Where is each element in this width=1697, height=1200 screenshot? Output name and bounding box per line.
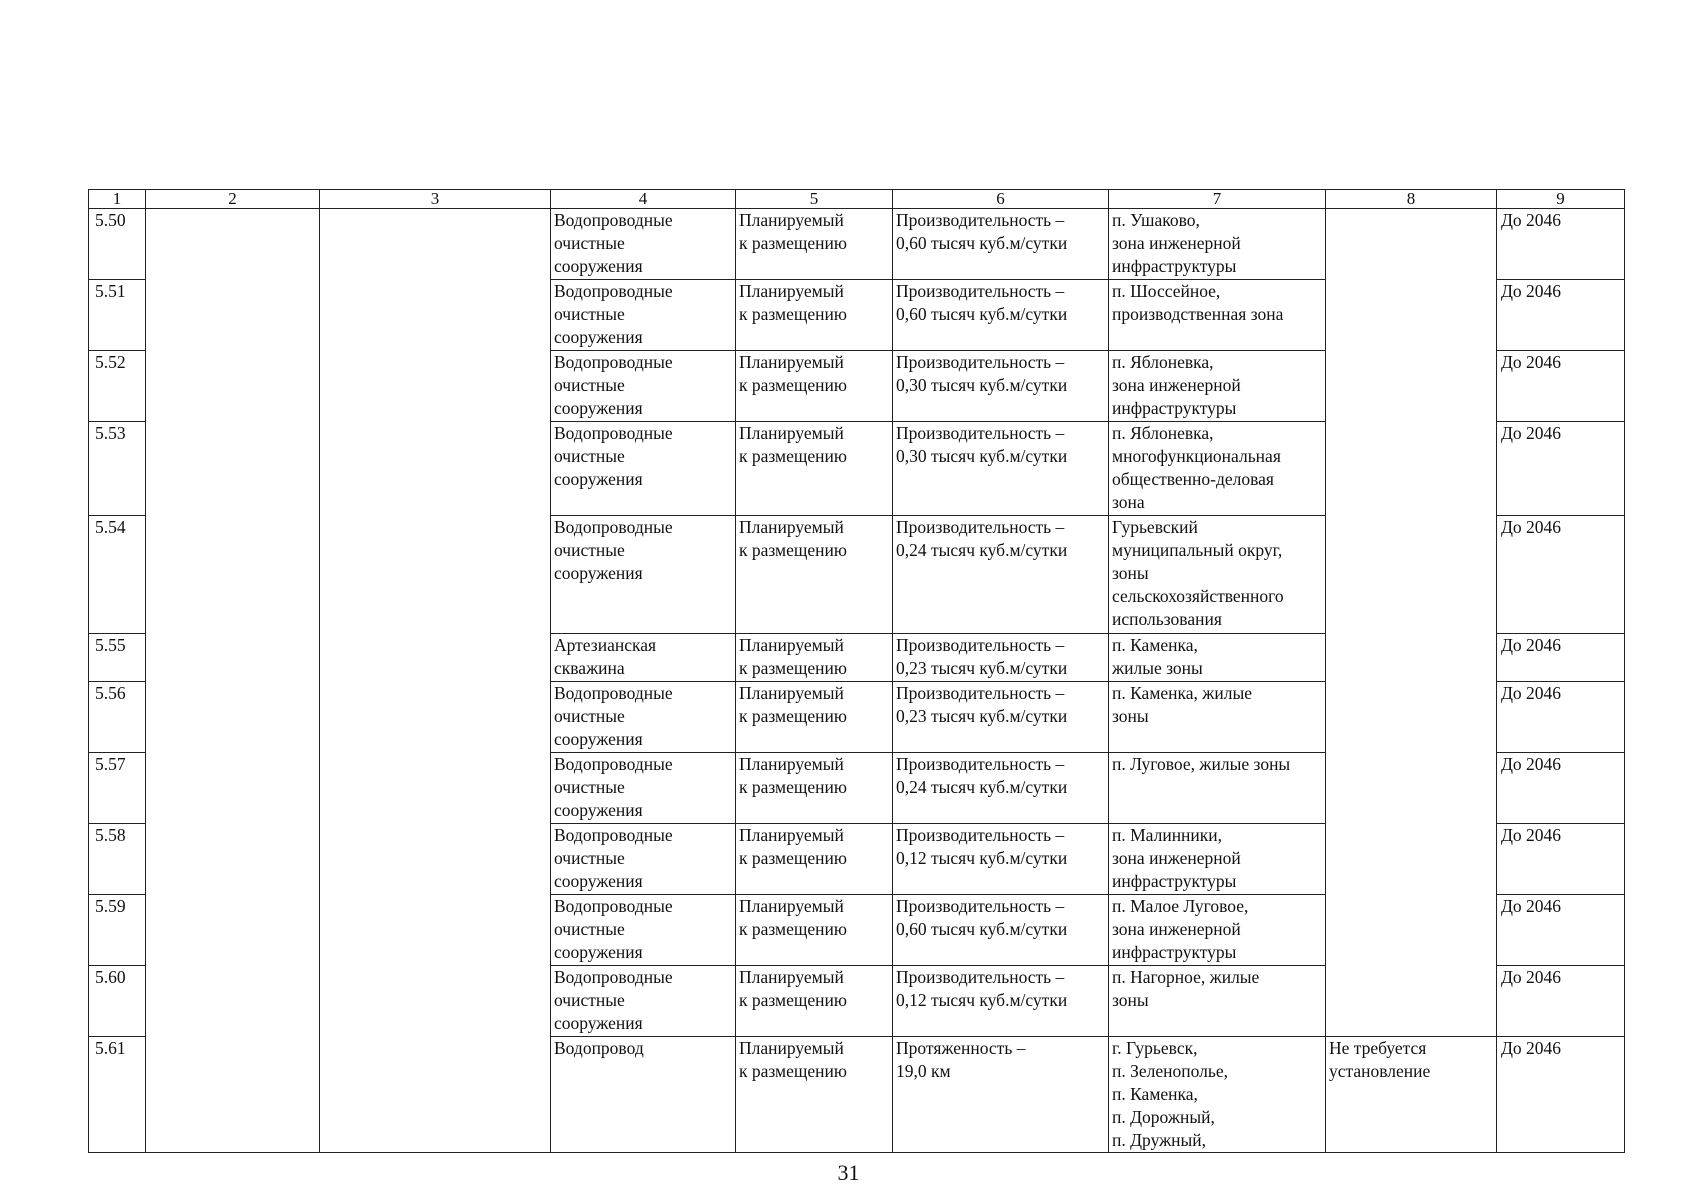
deadline: До 2046 [1497, 966, 1625, 1037]
object-characteristic: Производительность – 0,60 тысяч куб.м/сутки [893, 895, 1109, 966]
page-number: 31 [837, 1160, 860, 1185]
object-location: п. Луговое, жилые зоны [1109, 753, 1326, 824]
object-characteristic: Производительность – 0,23 тысяч куб.м/сутки [893, 634, 1109, 682]
object-status: Планируемый к размещению [736, 516, 893, 634]
table-row [89, 209, 1625, 280]
object-location: п. Каменка, жилые зоны [1109, 634, 1326, 682]
col3-cell [320, 209, 551, 1153]
row-number: 5.51 [89, 280, 146, 351]
object-characteristic: Производительность – 0,23 тысяч куб.м/сутки [893, 682, 1109, 753]
object-name: Водопроводные очистные сооружения [551, 351, 736, 422]
object-characteristic: Производительность – 0,60 тысяч куб.м/сутки [893, 280, 1109, 351]
object-location: Гурьевский муниципальный округ, зоны сельскохозяйственного использования [1109, 516, 1326, 634]
object-characteristic: Производительность – 0,30 тысяч куб.м/сутки [893, 422, 1109, 516]
object-name: Водопроводные очистные сооружения [551, 280, 736, 351]
object-location: п. Каменка, жилые зоны [1109, 682, 1326, 753]
row-number: 5.52 [89, 351, 146, 422]
object-characteristic: Производительность – 0,24 тысяч куб.м/сутки [893, 753, 1109, 824]
col-header-5: 5 [736, 190, 893, 209]
object-location: п. Малинники, зона инженерной инфраструктуры [1109, 824, 1326, 895]
col-header-6: 6 [893, 190, 1109, 209]
row-number: 5.59 [89, 895, 146, 966]
object-location: п. Ушаково, зона инженерной инфраструктуры [1109, 209, 1326, 280]
object-location: п. Яблоневка, многофункциональная общественно-деловая зона [1109, 422, 1326, 516]
object-name: Водопроводные очистные сооружения [551, 516, 736, 634]
object-status: Планируемый к размещению [736, 966, 893, 1037]
object-characteristic: Производительность – 0,24 тысяч куб.м/сутки [893, 516, 1109, 634]
object-name: Водопроводные очистные сооружения [551, 895, 736, 966]
object-name: Водопроводные очистные сооружения [551, 966, 736, 1037]
deadline: До 2046 [1497, 422, 1625, 516]
deadline: До 2046 [1497, 516, 1625, 634]
deadline: До 2046 [1497, 682, 1625, 753]
deadline: До 2046 [1497, 753, 1625, 824]
row-number: 5.57 [89, 753, 146, 824]
row-number: 5.58 [89, 824, 146, 895]
col-header-2: 2 [146, 190, 320, 209]
object-name: Артезианская скважина [551, 634, 736, 682]
col2-cell [146, 209, 320, 1153]
object-name: Водопроводные очистные сооружения [551, 753, 736, 824]
object-characteristic: Производительность – 0,12 тысяч куб.м/сутки [893, 966, 1109, 1037]
object-status: Планируемый к размещению [736, 422, 893, 516]
row-number: 5.54 [89, 516, 146, 634]
row-number: 5.60 [89, 966, 146, 1037]
header-row [89, 190, 1625, 209]
deadline: До 2046 [1497, 351, 1625, 422]
object-name: Водопроводные очистные сооружения [551, 824, 736, 895]
deadline: До 2046 [1497, 280, 1625, 351]
row-number: 5.61 [89, 1037, 146, 1153]
object-status: Планируемый к размещению [736, 209, 893, 280]
table-body [89, 209, 1625, 1153]
object-status: Планируемый к размещению [736, 280, 893, 351]
row-number: 5.56 [89, 682, 146, 753]
object-characteristic: Производительность – 0,30 тысяч куб.м/сутки [893, 351, 1109, 422]
object-name: Водопроводные очистные сооружения [551, 682, 736, 753]
object-location: п. Малое Луговое, зона инженерной инфраструктуры [1109, 895, 1326, 966]
object-characteristic: Производительность – 0,60 тысяч куб.м/сутки [893, 209, 1109, 280]
object-name: Водопровод [551, 1037, 736, 1153]
object-status: Планируемый к размещению [736, 895, 893, 966]
row-number: 5.53 [89, 422, 146, 516]
deadline: До 2046 [1497, 1037, 1625, 1153]
col-header-8: 8 [1326, 190, 1497, 209]
object-name: Водопроводные очистные сооружения [551, 422, 736, 516]
object-characteristic: Протяженность – 19,0 км [893, 1037, 1109, 1153]
deadline: До 2046 [1497, 634, 1625, 682]
col-header-7: 7 [1109, 190, 1326, 209]
document-table [88, 189, 1625, 1153]
object-characteristic: Производительность – 0,12 тысяч куб.м/сутки [893, 824, 1109, 895]
col-header-9: 9 [1497, 190, 1625, 209]
col8-cell [1326, 209, 1497, 1037]
zone-requirement: Не требуется установление [1326, 1037, 1497, 1153]
deadline: До 2046 [1497, 824, 1625, 895]
object-status: Планируемый к размещению [736, 753, 893, 824]
row-number: 5.55 [89, 634, 146, 682]
col-header-3: 3 [320, 190, 551, 209]
object-name: Водопроводные очистные сооружения [551, 209, 736, 280]
object-location: г. Гурьевск, п. Зеленополье, п. Каменка, п. Дорожный, п. Дружный, [1109, 1037, 1326, 1153]
object-location: п. Яблоневка, зона инженерной инфраструктуры [1109, 351, 1326, 422]
row-number: 5.50 [89, 209, 146, 280]
object-status: Планируемый к размещению [736, 824, 893, 895]
col-header-1: 1 [89, 190, 146, 209]
object-location: п. Шоссейное, производственная зона [1109, 280, 1326, 351]
object-status: Планируемый к размещению [736, 1037, 893, 1153]
col-header-4: 4 [551, 190, 736, 209]
deadline: До 2046 [1497, 209, 1625, 280]
object-status: Планируемый к размещению [736, 682, 893, 753]
deadline: До 2046 [1497, 895, 1625, 966]
object-status: Планируемый к размещению [736, 634, 893, 682]
object-location: п. Нагорное, жилые зоны [1109, 966, 1326, 1037]
object-status: Планируемый к размещению [736, 351, 893, 422]
